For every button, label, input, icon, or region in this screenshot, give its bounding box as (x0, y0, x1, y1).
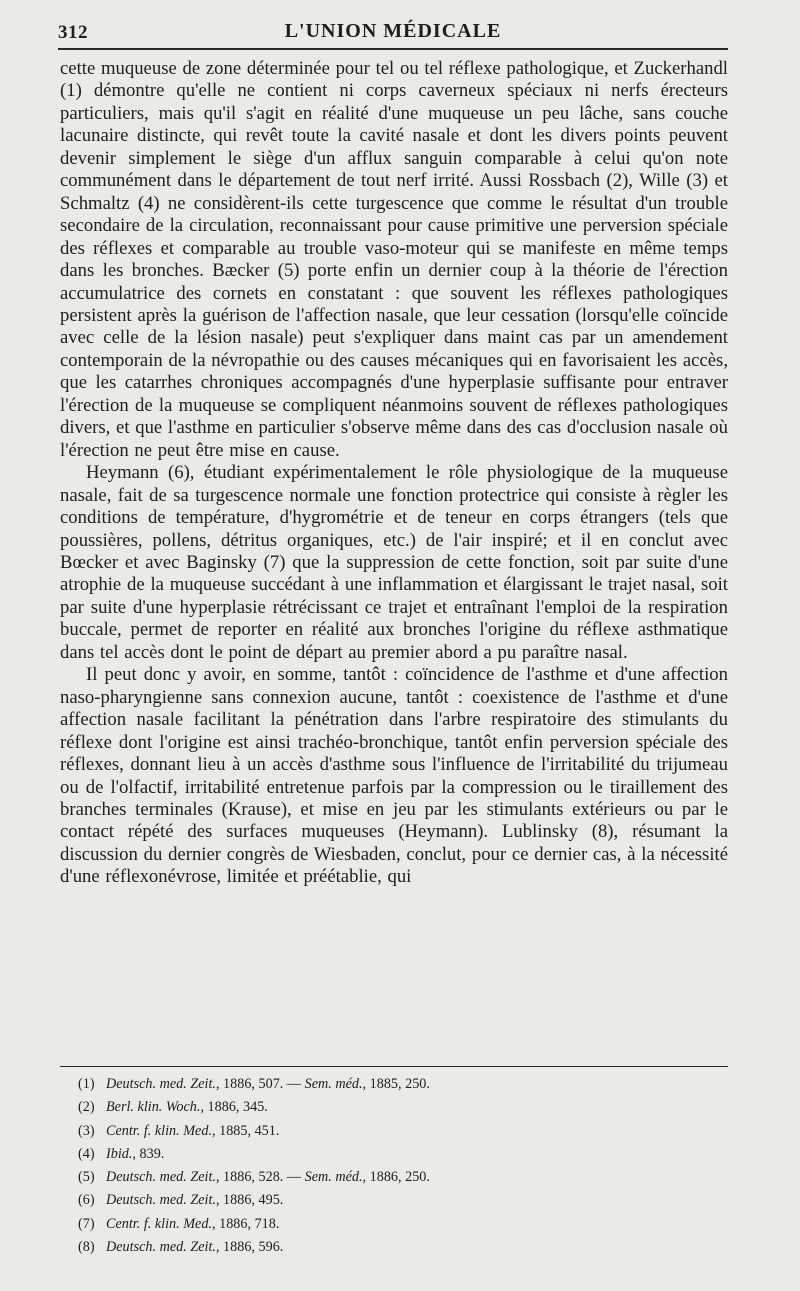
header-rule (58, 48, 728, 50)
footnote-citation: , 1886, 345. (200, 1099, 268, 1116)
footnote-journal: Ibid. (106, 1145, 133, 1162)
footnote-citation: , 1886, 250. (362, 1169, 430, 1186)
footnote-citation: , 839. (132, 1145, 165, 1162)
footnote-citation: , 1886, 507. — (215, 1076, 305, 1092)
footnote-journal: Sem. méd. (304, 1076, 363, 1092)
footnote-citation: , 1885, 250. (362, 1076, 430, 1092)
footnote-journal: Sem. méd. (304, 1169, 363, 1186)
footnote-number: (2) (78, 1099, 95, 1116)
footnote-journal: Deutsch. med. Zeit. (106, 1169, 216, 1186)
footnotes (78, 1073, 698, 1259)
footnote-number: (1) (78, 1076, 95, 1092)
paragraph: cette muqueuse de zone déterminée pour tel ou tel réflexe pathologique, et Zuckerhandl (1) démontre qu'elle ne contient ni corps caverneux spéciaux ni nerfs érecteurs particuliers, mais qu'il s'agit en réalité d'une muqueuse un peu lâche, sans couche lacunaire distincte, qui revêt toute la cavité nasale et dont les divers points peuvent devenir simplement le siège d'un afflux sanguin comparable à celui qu'on note communément dans le département de tout nerf irrité. Aussi Rossbach (2), Wille (3) et Schmaltz (4) ne considèrent-ils cette turgescence que comme le résultat d'un trouble secondaire de la circulation, reconnaissant pour cause primitive une perversion spéciale des réflexes et comparable au trouble vaso-moteur qui se manifeste en même temps dans les bronches. Bæcker (5) porte enfin un dernier coup à la théorie de l'érection accumulatrice des cornets en constatant : que souvent les réflexes pathologiques persistent après la guérison de l'affection nasale, que leur cessation (lorsqu'elle coïncide avec celle de la lésion nasale) peut s'expliquer dans maint cas par un amendement contemporain de la névropathie ou des causes mécaniques qui en favorisaient les accès, que les catarrhes chroniques accompagnés d'une hyperplasie suffisante pour entraver l'érection de la muqueuse se compliquent néanmoins souvent de réflexes pathologiques divers, et que l'asthme en particulier s'observe même dans des cas d'occlusion nasale où l'érection ne peut être mise en cause. (60, 58, 728, 461)
footnote-journal: Berl. klin. Woch. (106, 1099, 201, 1116)
footnote-rule (60, 1066, 728, 1067)
footnote-journal: Deutsch. med. Zeit. (106, 1239, 216, 1256)
footnote (78, 1236, 698, 1259)
footnote-citation: , 1886, 528. — (215, 1169, 305, 1186)
footnote-number: (4) (78, 1145, 95, 1162)
footnote (78, 1189, 698, 1212)
footnote-citation: , 1885, 451. (212, 1122, 280, 1139)
body-text (60, 58, 728, 889)
footnote-journal: Centr. f. klin. Med. (106, 1122, 212, 1139)
footnote (78, 1143, 698, 1166)
footnote-citation: , 1886, 718. (212, 1215, 280, 1232)
footnote (78, 1120, 698, 1143)
footnote-number: (8) (78, 1239, 95, 1256)
footnote (78, 1166, 698, 1189)
footnote-journal: Centr. f. klin. Med. (106, 1215, 212, 1232)
footnote-number: (5) (78, 1169, 95, 1186)
footnote (78, 1096, 698, 1119)
footnote (78, 1213, 698, 1236)
footnote-number: (7) (78, 1215, 95, 1232)
footnote-journal: Deutsch. med. Zeit. (106, 1192, 216, 1209)
paragraph: Il peut donc y avoir, en somme, tantôt : coïncidence de l'asthme et d'une affection naso-pharyngienne sans connexion aucune, tantôt : coexistence de l'asthme et d'une affection nasale facilitant la pénétration dans l'arbre respiratoire des stimulants du réflexe dont l'origine est ainsi trachéo-bronchique, tantôt enfin perversion spéciale des réflexes, donnant lieu à un accès d'asthme sous l'influence de l'irritabilité du trijumeau ou de l'olfactif, irritabilité entretenue parfois par la compression ou le tiraillement des branches terminales (Krause), et mise en jeu par les stimulants extérieurs ou par le contact répété des surfaces muqueuses (Heymann). Lublinsky (8), résumant la discussion du dernier congrès de Wiesbaden, conclut, pour ce dernier cas, à la nécessité d'une réflexonévrose, limitée et préétablie, qui (60, 664, 728, 888)
footnote-number: (6) (78, 1192, 95, 1209)
footnote-citation: , 1886, 495. (215, 1192, 284, 1209)
running-head: L'UNION MÉDICALE (284, 20, 502, 42)
page-number: 312 (58, 22, 88, 43)
footnote-citation: , 1886, 596. (215, 1239, 284, 1256)
page-header (58, 16, 728, 50)
footnote-journal: Deutsch. med. Zeit. (106, 1076, 216, 1092)
footnote-number: (3) (78, 1122, 95, 1139)
paragraph: Heymann (6), étudiant expérimentalement le rôle physiologique de la muqueuse nasale, fait de sa turgescence normale une fonction protectrice qui consiste à règler les conditions de température, d'hygrométrie et de teneur en corps étrangers (tels que poussières, pollens, détritus organiques, etc.) de l'air inspiré; et il en conclut avec Bœcker et avec Baginsky (7) que la suppression de cette fonction, soit par suite d'une atrophie de la muqueuse succédant à une inflammation et élargissant le trajet nasal, soit par suite d'une hyperplasie rétrécissant ce trajet et entraînant l'emploi de la respiration buccale, permet de reporter en réalité aux bronches l'origine du réflexe asthmatique dans tel accès dont le point de départ au premier abord a pu paraître nasal. (60, 462, 728, 663)
footnote (78, 1073, 698, 1096)
